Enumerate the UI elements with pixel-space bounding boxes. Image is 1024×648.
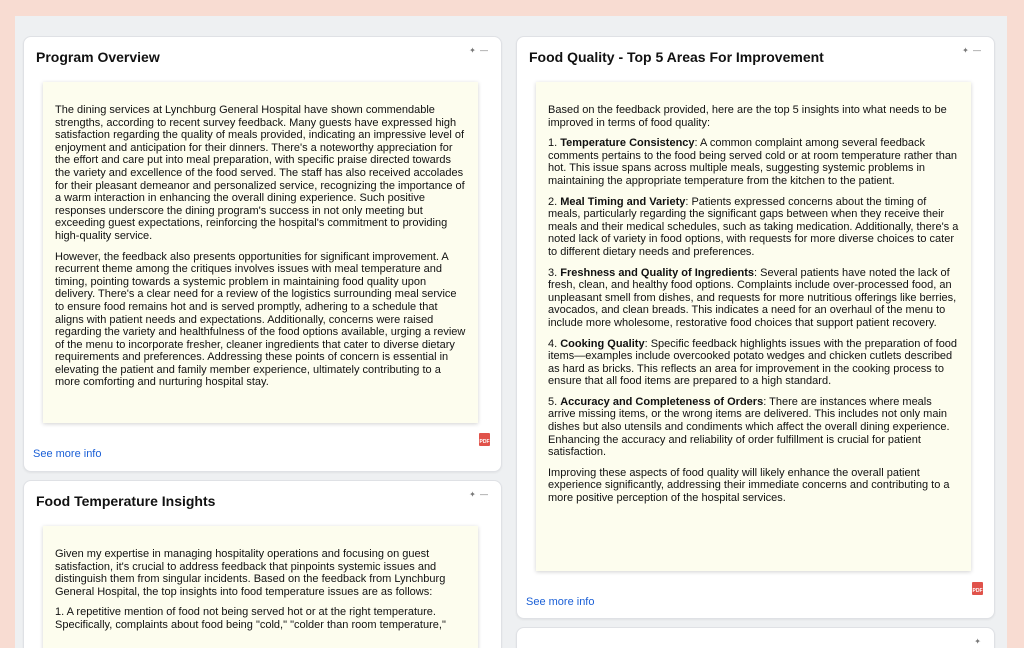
improvement-item [548,137,959,187]
see-more-link[interactable]: See more info [526,596,595,608]
improvement-item [548,396,959,459]
summary-paragraph: Given my expertise in managing hospitality operations and focusing on guest satisfaction, it's crucial to address feedback that pinpoints systemic issues and distinguish them from singular incidents. Based on the feedback from Lynchburg General Hospital, the top insights into food temperature issues are as follows: [55,548,446,598]
improvement-item [548,338,959,388]
item-number: 1. [548,137,561,150]
pdf-download-icon[interactable]: PDF [479,433,490,446]
food-temperature-card [23,480,502,648]
item-text: : Several patients have noted the lack of fresh, clean, and healthy food options. Complaints include over-processed food, an unpleasant smell from dishes, and requests for more nutritious offerings like berries, avocados, and clean breads. This indicates a need for an overhaul of the menu to include more wholesome, restorative food choices that support patient recovery. [548,266,957,329]
program-overview-card [23,36,502,472]
summary-note [43,526,478,648]
summary-paragraph: However, the feedback also presents opportunities for significant improvement. A recurrent theme among the critiques involves issues with meal temperature and timing, pointing towards a systemic problem in maintaining food quality upon delivery. There's a clear need for a review of the logistics surrounding meal service to ensure food remains hot and is served promptly, adhering to a schedule that aligns with patient needs and expectations. Additionally, concerns were raised regarding the variety and healthfulness of the food options available, urging a review of the menu to incorporate fresher, cleaner ingredients that cater to diverse dietary requirements and preferences. Addressing these points of concern is essential in elevating the patient and family member experience, ultimately contributing to a more comforting and nurturing hospital stay. [55,250,466,389]
item-text: : A common complaint among several feedback comments pertains to the food being served cold or at room temperature rather than hot. This issue spans across multiple meals, suggesting systemic problems in maintaining the appropriate temperature from the kitchen to the patient. [548,137,958,187]
item-heading: Meal Timing and Variety [560,195,686,208]
summary-intro: Based on the feedback provided, here are the top 5 insights into what needs to be improved in terms of food quality: [548,104,947,129]
item-number: 2. [548,195,561,208]
card-title: Food Temperature Insights [36,493,216,509]
card-controls-icon[interactable]: ✦ — [962,46,982,55]
summary-note [43,82,478,423]
improvement-item [548,196,959,259]
improvement-item [548,267,959,330]
item-text: : Specific feedback highlights issues with the preparation of food items—examples include overcooked potato wedges and chicken cutlets described as hard as bricks. This reflects an area for improvement in the cooking process to ensure that all food items are prepared to a high standard. [548,337,958,388]
summary-note [536,82,971,571]
summary-paragraph: The dining services at Lynchburg General Hospital have shown commendable strengths, according to recent survey feedback. Many guests have expressed high satisfaction regarding the quality of meals provided, indicating an impressive level of enjoyment and anticipation for their dinners. There's a noteworthy appreciation for the effort and care put into meal preparation, with specific praise directed towards the variety and excellence of the food served. The staff has also received accolades for their pleasant demeanor and personalized service, recognizing the importance of a warm interaction in enhancing the overall dining experience. Such positive responses underscore the dining program's success in not only meeting but exceeding guest expectations, reinforcing the hospital's commitment to providing high-quality service. [55,104,465,242]
pdf-download-icon[interactable]: PDF [972,582,983,595]
card-controls-icon[interactable]: ✦ — [469,490,489,499]
item-heading: Cooking Quality [560,337,645,350]
summary-paragraph: 1. A repetitive mention of food not being served hot or at the right temperature. Specifically, complaints about food being "cold," "colder than room temperature," [55,606,446,631]
next-card [516,627,995,648]
card-title: Program Overview [36,49,160,65]
food-quality-card [516,36,995,619]
item-number: 4. [548,337,561,350]
item-text: : There are instances where meals arrive missing items, or the wrong items are delivered. This includes not only main dishes but also utensils and condiments which affect the overall dining experience. Enhancing the accuracy and reliability of order fulfillment is crucial for patient satisfaction. [548,395,950,459]
card-controls-icon[interactable]: ✦ — [469,46,489,55]
dashboard-board [15,16,1007,648]
item-number: 5. [548,395,561,408]
summary-closing: Improving these aspects of food quality will likely enhance the overall patient experience significantly, addressing their immediate concerns and contributing to a more positive perception of the hospital services. [548,466,950,505]
see-more-link[interactable]: See more info [33,448,102,460]
item-heading: Temperature Consistency [560,137,695,150]
item-number: 3. [548,266,561,279]
card-title: Food Quality - Top 5 Areas For Improvement [529,49,824,65]
item-text: : Patients expressed concerns about the timing of meals, particularly regarding the significant gaps between when they receive their meals and their medical schedules, such as taking medication. Additionally, there's a noted lack of variety in food options, with requests for more diverse choices to cater to different dietary needs and preferences. [548,195,959,258]
card-controls-icon[interactable]: ✦ [974,637,982,646]
item-heading: Accuracy and Completeness of Orders [560,395,764,408]
item-heading: Freshness and Quality of Ingredients [560,266,754,279]
